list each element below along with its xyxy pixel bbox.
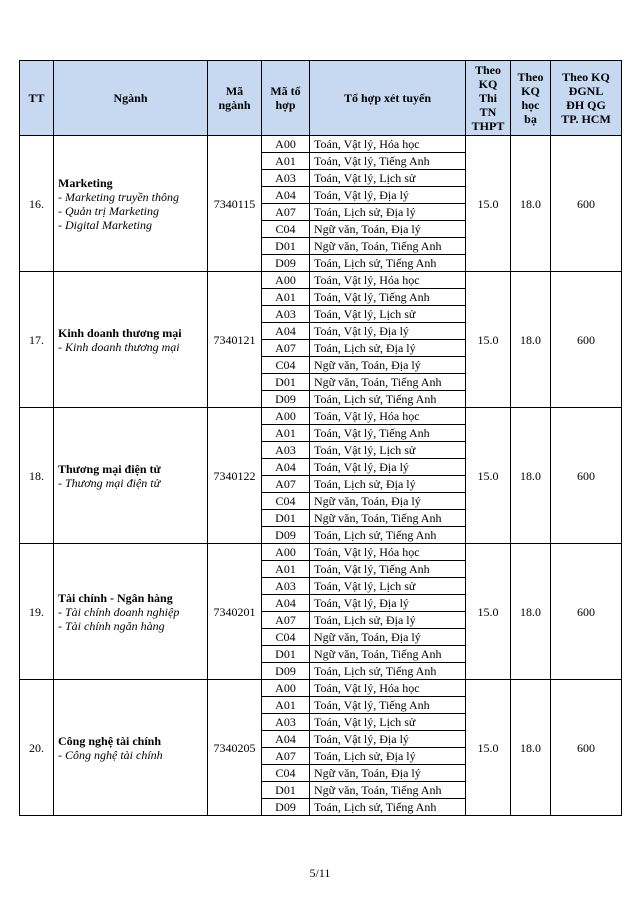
table-row (20, 136, 622, 153)
combo-code: A03 (262, 442, 310, 459)
header-tt (20, 61, 54, 136)
combo-code: A03 (262, 714, 310, 731)
combo-code: D09 (262, 663, 310, 680)
combo-code: D01 (262, 782, 310, 799)
combo-subjects: Toán, Lịch sử, Địa lý (310, 204, 466, 221)
row-number: 16. (20, 136, 54, 272)
row-number: 19. (20, 544, 54, 680)
major-name: Tài chính - Ngân hàng (58, 590, 173, 605)
combo-code: D09 (262, 255, 310, 272)
combo-subjects: Toán, Lịch sử, Địa lý (310, 340, 466, 357)
combo-subjects: Toán, Vật lý, Địa lý (310, 459, 466, 476)
combo-subjects: Ngữ văn, Toán, Tiếng Anh (310, 238, 466, 255)
combo-subjects: Toán, Vật lý, Địa lý (310, 187, 466, 204)
score-thpt: 15.0 (466, 408, 511, 544)
combo-code: D01 (262, 510, 310, 527)
combo-subjects: Ngữ văn, Toán, Tiếng Anh (310, 782, 466, 799)
header-hocba (511, 61, 551, 136)
header-major-label: Ngành (113, 91, 148, 105)
row-number: 17. (20, 272, 54, 408)
combo-subjects: Ngữ văn, Toán, Địa lý (310, 493, 466, 510)
specialization: - Kinh doanh thương mại (58, 339, 180, 354)
major-code: 7340205 (208, 680, 262, 816)
combo-code: A04 (262, 187, 310, 204)
combo-code: A00 (262, 408, 310, 425)
specialization: - Tài chính doanh nghiệp (58, 604, 180, 619)
combo-subjects: Toán, Vật lý, Địa lý (310, 595, 466, 612)
table-row (20, 544, 622, 561)
major-cell (54, 272, 208, 408)
combo-subjects: Toán, Vật lý, Hóa học (310, 408, 466, 425)
header-combo-code-label: Mã tổ hợp (270, 84, 301, 112)
combo-subjects: Toán, Vật lý, Tiếng Anh (310, 289, 466, 306)
combo-code: A07 (262, 340, 310, 357)
specialization: - Tài chính ngân hàng (58, 618, 165, 633)
score-hocba: 18.0 (511, 136, 551, 272)
combo-subjects: Toán, Vật lý, Tiếng Anh (310, 697, 466, 714)
header-major-code-label: Mã ngành (218, 84, 251, 112)
combo-code: D09 (262, 391, 310, 408)
combo-code: D01 (262, 374, 310, 391)
score-hocba: 18.0 (511, 272, 551, 408)
combo-code: C04 (262, 221, 310, 238)
combo-subjects: Toán, Lịch sử, Địa lý (310, 476, 466, 493)
combo-code: A04 (262, 323, 310, 340)
combo-subjects: Toán, Lịch sử, Tiếng Anh (310, 527, 466, 544)
score-hocba: 18.0 (511, 544, 551, 680)
combo-code: D01 (262, 646, 310, 663)
combo-code: A07 (262, 612, 310, 629)
header-combo-code (262, 61, 310, 136)
major-cell (54, 136, 208, 272)
specialization: - Digital Marketing (58, 217, 152, 232)
header-thpt-label: Theo KQ Thi TN THPT (471, 63, 505, 133)
specialization: - Thương mại điện tử (58, 475, 161, 490)
major-name: Công nghệ tài chính (58, 733, 162, 748)
score-thpt: 15.0 (466, 272, 511, 408)
combo-subjects: Toán, Vật lý, Tiếng Anh (310, 425, 466, 442)
combo-subjects: Toán, Vật lý, Hóa học (310, 544, 466, 561)
combo-subjects: Ngữ văn, Toán, Địa lý (310, 221, 466, 238)
score-dgnl: 600 (551, 544, 622, 680)
header-dgnl-label: Theo KQ ĐGNL ĐH QG TP. HCM (561, 70, 611, 126)
major-cell (54, 408, 208, 544)
combo-code: D09 (262, 527, 310, 544)
combo-code: A03 (262, 170, 310, 187)
combo-subjects: Ngữ văn, Toán, Địa lý (310, 357, 466, 374)
major-cell (54, 680, 208, 816)
major-name: Thương mại điện tử (58, 461, 161, 476)
combo-subjects: Toán, Vật lý, Hóa học (310, 272, 466, 289)
combo-subjects: Toán, Lịch sử, Tiếng Anh (310, 799, 466, 816)
combo-subjects: Toán, Vật lý, Lịch sử (310, 714, 466, 731)
header-combo (310, 61, 466, 136)
combo-code: A01 (262, 697, 310, 714)
combo-subjects: Ngữ văn, Toán, Địa lý (310, 629, 466, 646)
combo-subjects: Toán, Lịch sử, Tiếng Anh (310, 391, 466, 408)
row-number: 18. (20, 408, 54, 544)
score-dgnl: 600 (551, 408, 622, 544)
combo-code: A04 (262, 595, 310, 612)
header-row (20, 61, 622, 136)
score-hocba: 18.0 (511, 680, 551, 816)
major-code: 7340201 (208, 544, 262, 680)
combo-code: A07 (262, 476, 310, 493)
combo-code: A07 (262, 748, 310, 765)
combo-code: A07 (262, 204, 310, 221)
major-code: 7340122 (208, 408, 262, 544)
combo-code: C04 (262, 765, 310, 782)
header-major-code (208, 61, 262, 136)
score-thpt: 15.0 (466, 544, 511, 680)
header-dgnl (551, 61, 622, 136)
combo-subjects: Toán, Lịch sử, Địa lý (310, 612, 466, 629)
combo-subjects: Toán, Vật lý, Địa lý (310, 731, 466, 748)
combo-code: A03 (262, 306, 310, 323)
table-body (20, 136, 622, 816)
specialization: - Công nghệ tài chính (58, 747, 163, 762)
specialization: - Quản trị Marketing (58, 203, 159, 218)
specialization: - Marketing truyền thông (58, 189, 179, 204)
major-name: Kinh doanh thương mại (58, 325, 182, 340)
combo-code: D01 (262, 238, 310, 255)
table-row (20, 680, 622, 697)
combo-code: A03 (262, 578, 310, 595)
page-number: 5/11 (309, 866, 331, 880)
combo-subjects: Toán, Vật lý, Hóa học (310, 136, 466, 153)
table-row (20, 408, 622, 425)
combo-subjects: Ngữ văn, Toán, Tiếng Anh (310, 510, 466, 527)
score-thpt: 15.0 (466, 680, 511, 816)
major-code: 7340121 (208, 272, 262, 408)
major-code: 7340115 (208, 136, 262, 272)
admission-table (19, 60, 622, 816)
header-hocba-label: Theo KQ học bạ (517, 70, 544, 126)
combo-subjects: Toán, Vật lý, Tiếng Anh (310, 561, 466, 578)
combo-code: A01 (262, 425, 310, 442)
combo-code: A00 (262, 136, 310, 153)
score-thpt: 15.0 (466, 136, 511, 272)
combo-code: A01 (262, 153, 310, 170)
combo-code: A01 (262, 289, 310, 306)
score-dgnl: 600 (551, 680, 622, 816)
major-cell (54, 544, 208, 680)
combo-code: A04 (262, 731, 310, 748)
combo-subjects: Toán, Lịch sử, Địa lý (310, 748, 466, 765)
combo-code: C04 (262, 629, 310, 646)
combo-subjects: Ngữ văn, Toán, Tiếng Anh (310, 374, 466, 391)
combo-code: A00 (262, 680, 310, 697)
score-dgnl: 600 (551, 136, 622, 272)
combo-code: A00 (262, 272, 310, 289)
combo-subjects: Ngữ văn, Toán, Địa lý (310, 765, 466, 782)
header-thpt (466, 61, 511, 136)
combo-code: A01 (262, 561, 310, 578)
combo-subjects: Toán, Vật lý, Lịch sử (310, 442, 466, 459)
major-name: Marketing (58, 175, 113, 190)
combo-code: A00 (262, 544, 310, 561)
combo-subjects: Ngữ văn, Toán, Tiếng Anh (310, 646, 466, 663)
header-major (54, 61, 208, 136)
table-row (20, 272, 622, 289)
header-combo-label: Tổ hợp xét tuyển (344, 91, 431, 105)
combo-subjects: Toán, Vật lý, Lịch sử (310, 306, 466, 323)
header-tt-label: TT (28, 91, 45, 105)
combo-code: A04 (262, 459, 310, 476)
combo-code: D09 (262, 799, 310, 816)
combo-subjects: Toán, Vật lý, Tiếng Anh (310, 153, 466, 170)
combo-subjects: Toán, Vật lý, Lịch sử (310, 578, 466, 595)
row-number: 20. (20, 680, 54, 816)
score-hocba: 18.0 (511, 408, 551, 544)
combo-code: C04 (262, 357, 310, 374)
combo-subjects: Toán, Vật lý, Hóa học (310, 680, 466, 697)
score-dgnl: 600 (551, 272, 622, 408)
combo-subjects: Toán, Vật lý, Lịch sử (310, 170, 466, 187)
combo-code: C04 (262, 493, 310, 510)
combo-subjects: Toán, Lịch sử, Tiếng Anh (310, 255, 466, 272)
combo-subjects: Toán, Lịch sử, Tiếng Anh (310, 663, 466, 680)
combo-subjects: Toán, Vật lý, Địa lý (310, 323, 466, 340)
